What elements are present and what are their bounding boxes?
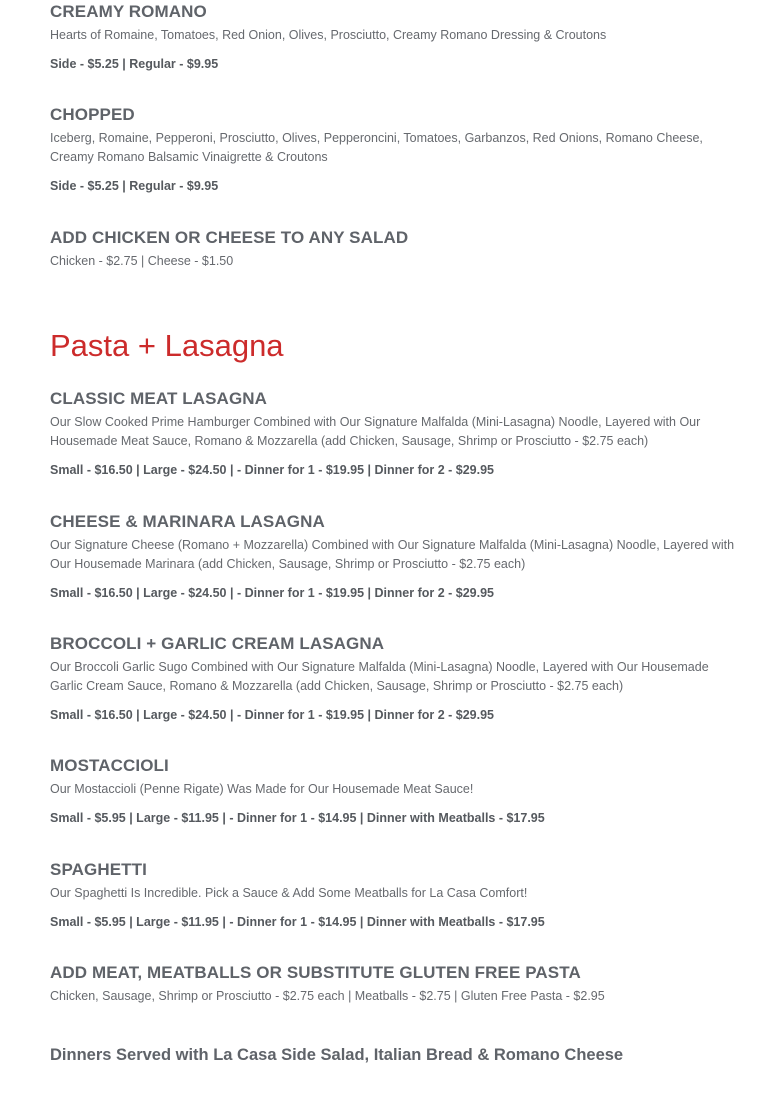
item-description: Our Mostaccioli (Penne Rigate) Was Made for Our Housemade Meat Sauce! <box>50 782 474 796</box>
item-prices: Small - $5.95 | Large - $11.95 | - Dinner for 1 - $14.95 | Dinner with Meatballs - $17.95 <box>50 915 545 929</box>
item-description: Iceberg, Romaine, Pepperoni, Prosciutto, Olives, Pepperoncini, Tomatoes, Garbanzos, Red Onions, Romano Cheese, Creamy Romano Balsamic Vinaigrette & Croutons <box>50 131 703 164</box>
menu-item-classic-meat-lasagna <box>50 389 740 479</box>
item-prices: Small - $16.50 | Large - $24.50 | - Dinner for 1 - $19.95 | Dinner for 2 - $29.95 <box>50 463 495 477</box>
item-title: CHOPPED <box>50 105 135 124</box>
item-title: SPAGHETTI <box>50 860 147 879</box>
section-heading-pasta: Pasta + Lasagna <box>50 328 284 363</box>
item-prices: Side - $5.25 | Regular - $9.95 <box>50 57 219 71</box>
menu-item-chopped <box>50 105 740 195</box>
item-title: BROCCOLI + GARLIC CREAM LASAGNA <box>50 634 385 653</box>
item-title: MOSTACCIOLI <box>50 756 169 775</box>
menu-item-mostaccioli <box>50 756 740 827</box>
item-title: ADD CHICKEN OR CHEESE TO ANY SALAD <box>50 228 409 247</box>
item-title: CREAMY ROMANO <box>50 2 207 21</box>
item-title: CHEESE & MARINARA LASAGNA <box>50 512 325 531</box>
item-prices: Small - $16.50 | Large - $24.50 | - Dinner for 1 - $19.95 | Dinner for 2 - $29.95 <box>50 586 495 600</box>
menu-item-cheese-marinara-lasagna <box>50 512 740 602</box>
menu-item-spaghetti <box>50 860 740 931</box>
item-prices: Small - $5.95 | Large - $11.95 | - Dinner for 1 - $14.95 | Dinner with Meatballs - $17.95 <box>50 811 545 825</box>
item-description: Hearts of Romaine, Tomatoes, Red Onion, Olives, Prosciutto, Creamy Romano Dressing & Croutons <box>50 28 607 42</box>
item-description: Our Signature Cheese (Romano + Mozzarella) Combined with Our Signature Malfalda (Mini-Lasagna) Noodle, Layered with Our Housemade Marinara (add Chicken, Sausage, Shrimp or Prosciutto - $2.75 each) <box>50 538 735 571</box>
item-title: ADD MEAT, MEATBALLS OR SUBSTITUTE GLUTEN FREE PASTA <box>50 963 581 982</box>
item-prices: Small - $16.50 | Large - $24.50 | - Dinner for 1 - $19.95 | Dinner for 2 - $29.95 <box>50 708 495 722</box>
item-title: CLASSIC MEAT LASAGNA <box>50 389 268 408</box>
menu-item-salad-add-on <box>50 228 740 271</box>
menu-item-creamy-romano <box>50 2 740 73</box>
menu-item-pasta-add-on <box>50 963 740 1006</box>
item-description: Our Broccoli Garlic Sugo Combined with Our Signature Malfalda (Mini-Lasagna) Noodle, Layered with Our Housemade Garlic Cream Sauce, Romano & Mozzarella (add Chicken, Sausage, Shrimp or Prosciutto - $2.75 each) <box>50 660 709 693</box>
item-description: Our Spaghetti Is Incredible. Pick a Sauce & Add Some Meatballs for La Casa Comfort! <box>50 886 528 900</box>
item-description: Our Slow Cooked Prime Hamburger Combined with Our Signature Malfalda (Mini-Lasagna) Noodle, Layered with Our Housemade Meat Sauce, Romano & Mozzarella (add Chicken, Sausage, Shrimp or Prosciutto - $2.75 each) <box>50 415 701 448</box>
dinner-served-note: Dinners Served with La Casa Side Salad, Italian Bread & Romano Cheese <box>50 1046 624 1064</box>
item-prices: Side - $5.25 | Regular - $9.95 <box>50 179 219 193</box>
item-description: Chicken, Sausage, Shrimp or Prosciutto - $2.75 each | Meatballs - $2.75 | Gluten Free Pasta - $2.95 <box>50 989 605 1003</box>
menu-item-broccoli-garlic-lasagna <box>50 634 740 724</box>
item-description: Chicken - $2.75 | Cheese - $1.50 <box>50 254 234 268</box>
